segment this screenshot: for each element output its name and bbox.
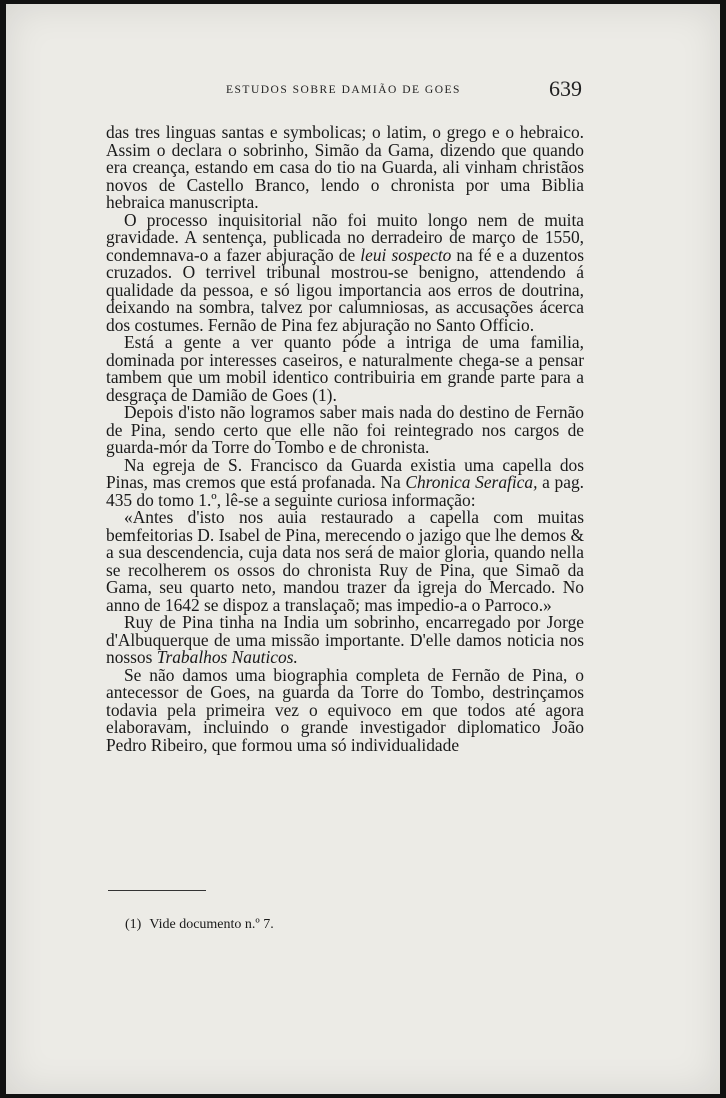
book-title: Chronica Serafica, — [405, 472, 538, 492]
paragraph: Ruy de Pina tinha na India um sobrinho, encarregado por Jorge d'Albuquerque de uma missão importante. D'elle damos noticia nos nossos Trabalhos Nauticos. — [106, 612, 584, 667]
page — [6, 4, 720, 1094]
footnote-marker: (1) — [125, 917, 142, 932]
paragraph: Se não damos uma biographia completa de Fernão de Pina, o antecessor de Goes, na guarda da Torre do Tombo, destrinçamos todavia pela primeira vez o equivoco em que todos até agora elaboravam, incluindo o grande investigador diplomatico João Pedro Ribeiro, que formou uma só individualidade — [106, 664, 584, 755]
latin-phrase: leui sospecto — [360, 244, 452, 265]
page-header — [6, 76, 720, 104]
running-title: ESTUDOS SOBRE DAMIÃO DE GOES — [226, 84, 461, 96]
footnote-text: Vide documento n.º 7. — [149, 917, 274, 932]
page-number: 639 — [549, 76, 582, 101]
quotation-paragraph: «Antes d'isto nos auia restaurado a capella com muitas bemfeitorias D. Isabel de Pina, merecendo o jazigo que lhe demos & a sua descendencia, cuja data nos será de maior gloria, quando nella se recolherem os ossos do chronista Ruy de Pina, que Simaõ da Gama, seu quarto neto, mandou trazer da igreja do Mercado. No anno de 1642 se dispoz a translaçaõ; mas impedio-a o Parroco.» — [106, 507, 584, 615]
paragraph: Está a gente a ver quanto póde a intriga de uma familia, dominada por interesses caseiros, e naturalmente chega-se a pensar tambem que um mobil identico contribuiria em grande parte para a desgraça de Damião de Goes (1). — [106, 332, 584, 405]
paragraph: Depois d'isto não logramos saber mais nada do destino de Fernão de Pina, sendo certo que elle não foi reintegrado nos cargos de guarda-mór da Torre do Tombo e de chronista. — [106, 402, 584, 457]
paragraph: das tres linguas santas e symbolicas; o latim, o grego e o hebraico. Assim o declara o sobrinho, Simão da Gama, dizendo que quando era creança, estando em casa do tio na Guarda, ali vinham christãos novos de Castello Branco, lendo o chronista por uma Biblia hebraica manuscripta. — [106, 122, 584, 212]
paragraph: O processo inquisitorial não foi muito longo nem de muita gravidade. A sentença, publicada no derradeiro de março de 1550, condemnava-o a fazer abjuração de leui sospecto na fé e a duzentos cruzados. O terrivel tribunal mostrou-se benigno, attendendo á qualidade da pessoa, e só ligou importancia aos erros de doutrina, deixando na sombra, talvez por calumniosas, as accusações ácerca dos costumes. Fernão de Pina fez abjuração no Santo Officio. — [106, 209, 584, 335]
paragraph: Na egreja de S. Francisco da Guarda existia uma capella dos Pinas, mas cremos que está profanada. Na Chronica Serafica, a pag. 435 do tomo 1.º, lê-se a seguinte curiosa informação: — [106, 454, 584, 510]
footnote — [125, 917, 274, 933]
body-text — [106, 124, 584, 754]
footnote-divider — [108, 890, 206, 891]
book-title: Trabalhos Nauticos. — [156, 647, 298, 667]
